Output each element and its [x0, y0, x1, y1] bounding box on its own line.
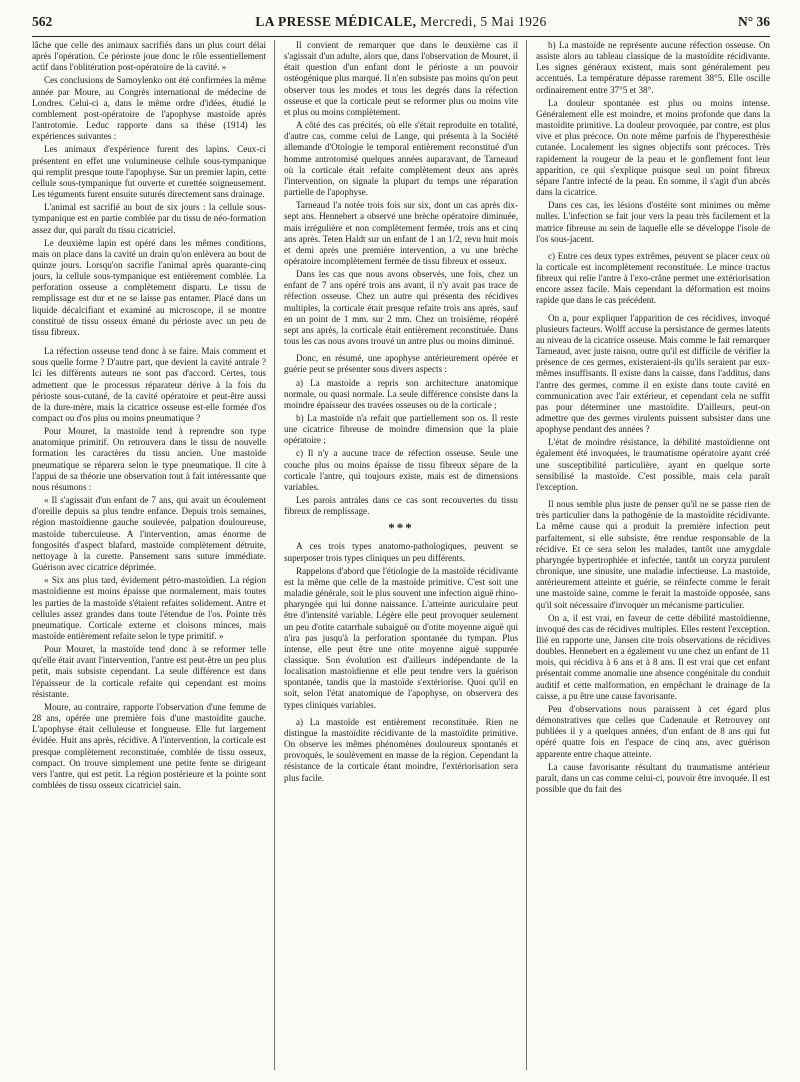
- paragraph: a) La mastoïde a repris son architecture anatomique normale, ou quasi normale. La seule différence consiste dans la moindre épaisseur des travées osseuses ou de la corticale ;: [284, 377, 518, 410]
- paragraph: On a, il est vrai, en faveur de cette débilité mastoïdienne, invoqué des cas de récidives multiples. Elles restent l'exception. Ilié en rapporte une, Jansen cite trois observations de récidives doubles. Hennebert en a également vu une chez un enfant de 11 mois, qui récidiva à 6 ans et à 8 ans. Il est vrai que cet enfant présentait comme anomalie une absence congénitale du conduit auditif et cette malformation, en empêchant le drainage de la caisse, a pu être une cause favorisante.: [536, 612, 770, 701]
- paragraph: Pour Mouret, la mastoïde tend à reprendre son type anatomique primitif. On retrouvera dans le tissu de nouvelle formation les caractères du tissu ancien. Une mastoïde pneumatique se réparera selon le type pneumatique. Il cite à l'appui de sa théorie une observation tout à fait intéressante que nous résumons :: [32, 426, 266, 492]
- paragraph: Le deuxième lapin est opéré dans les mêmes conditions, mais on place dans la cavité un drain qu'on enlèvera au bout de quinze jours. Lorsqu'on sacrifie l'animal après quarante-cinq jours, la cellule sous-tympanique est entièrement comblée. La perforation osseuse a complètement disparu. Le tissu de remplissage est dur et ne se laisse pas entamer. Placé dans un liquide décalcifiant et examiné au microscope, il se montre constitué de tissu osseux émané du périoste avec un peu de tissu fibreux.: [32, 237, 266, 337]
- paragraph: On a, pour expliquer l'apparition de ces récidives, invoqué plusieurs facteurs. Wolff accuse la persistance de germes latents au niveau de la cicatrice osseuse. Mais comme le fait remarquer Tarneaud, avec juste raison, outre qu'il est difficile de vérifier la présence de ces germes, existeraient-ils qu'ils seraient par eux-mêmes insuffisants. Il existe dans la caisse, dans l'additus, dans l'antre des germes, comme il en existe dans toute cavité en communication avec l'air extérieur, et cependant cela ne suffit pas pour déterminer une mastoïdite. D'ailleurs, peut-on admettre que des germes virulents puissent subsister dans une apophyse pendant des années ?: [536, 312, 770, 435]
- paragraph: Peu d'observations nous paraissent à cet égard plus démonstratives que celles que Cadenaule et Retrouvey ont publiées il y a quelques années, d'un enfant de 8 ans qui fut opéré quatre fois en l'espace de cinq ans, avec guérison apparente entre chaque atteinte.: [536, 703, 770, 759]
- issue-number: N° 36: [737, 14, 770, 29]
- paragraph: Dans ces cas, les lésions d'ostéite sont minimes ou même nulles. L'infection se fait jour vers la peau très facilement et la matrice fibreuse au sein de laquelle elle se développe l'isole de l'os sous-jacent.: [536, 200, 770, 244]
- paragraph: La cause favorisante résultant du traumatisme antérieur paraît, dans un cas comme celui-ci, pouvoir être invoquée. Il est possible que du fait des: [536, 761, 770, 794]
- header-title: [32, 14, 770, 30]
- paragraph: Les parois antrales dans ce cas sont recouvertes du tissu fibreux de remplissage.: [284, 495, 518, 517]
- paragraph: Ces conclusions de Samoylenko ont été confirmées la même année par Moure, au Congrès international de médecine de Londres. Celui-ci a, dans le même ordre d'idées, étudié le comblement post-opératoire de l'apophyse mastoïde après l'antrotomie. Leduc rapporte dans sa thèse (1914) les expériences suivantes :: [32, 75, 266, 142]
- page-number: 562: [32, 14, 53, 29]
- paragraph: Il nous semble plus juste de penser qu'il ne se passe rien de très particulier dans la pathogénie de la mastoïdite récidivante. La même cause qui a produit la première infection peut parfaitement, si elle subsiste, être rendue responsable de la récidive. Et ce sera selon les malades, tantôt une amygdale pharyngée hypertrophiée et infectée, tantôt un coryza purulent chronique, une sinusite, une maladie infectieuse. La mastoïde, antérieurement atteinte et guérie, se réinfecte comme le ferait une mastoïde saine, comme le ferait la mastoïde opposée, sans qu'il soit nécessaire d'invoquer un mécanisme particulier.: [536, 499, 770, 610]
- paragraph: La douleur spontanée est plus ou moins intense. Généralement elle est moindre, et moins profonde que dans la mastoïdite primitive. La douleur provoquée, par contre, est plus vive et plus précoce. On note même parfois de l'hyperesthésie cutanée. Localement les signes objectifs sont précoces. Très rapidement la rougeur de la peau et le gonflement font leur apparition, ce qui s'explique puisque seul un point fibreux sépare l'antre infecté de la peau. En somme, il s'agit d'un abcès dans la cicatrice.: [536, 97, 770, 198]
- paragraph: Rappelons d'abord que l'étiologie de la mastoïde récidivante est la même que celle de la mastoïde primitive. C'est soit une maladie générale, soit le plus souvent une infection aiguë rhino-pharyngée qui lui donne naissance. L'atteinte auriculaire peut être d'intensité variable. Légère elle peut provoquer seulement un peu d'otite catarrhale subaiguë ou d'otite moyenne aiguë qui n'ira pas jusqu'à la perforation spontanée du tympan. Plus intense, elle peut être une otite moyenne aiguë suppurée classique. Son évolution est d'ailleurs indépendante de la localisation mastoïdienne et elle peut tendre vers la guérison spontanée, tandis que la mastoïde s'extériorise. Quoi qu'il en soit, selon l'état anatomique de l'apophyse, on observera des types cliniques variables.: [284, 565, 518, 710]
- paragraph: c) Entre ces deux types extrêmes, peuvent se placer ceux où la corticale est incomplètement reconstituée. Le mince tractus fibreux qui relie l'antre à l'exo-crâne permet une extériorisation encore assez facile. Mais cependant la déformation est moins rapide que dans le cas précédent.: [536, 250, 770, 306]
- paragraph: Donc, en résumé, une apophyse antérieurement opérée et guérie peut se présenter sous divers aspects :: [284, 353, 518, 375]
- paragraph: « Six ans plus tard, évidement pétro-mastoïdien. La région mastoïdienne est moins épaisse que normalement, mais toutes les parties de la mastoïde s'étaient refaites solidement. Antre et cellules assez grandes dans toute l'étendue de l'os. Pointe très pneumatique. Corticale externe et cloisons minces, mais mastoïde entièrement refaite selon le type primitif. »: [32, 575, 266, 641]
- paragraph: « Il s'agissait d'un enfant de 7 ans, qui avait un écoulement d'oreille depuis sa plus tendre enfance. Depuis trois semaines, région mastoïdienne gauche soulevée, palpation douloureuse, mastoïde tuberculeuse. A l'intervention, amas énorme de fongosités d'aspect blafard, mastoïde complètement détruite, nettoyage à la curette. Pansement sans suture immédiate. Guérison avec cicatrice déprimée.: [32, 495, 266, 573]
- paragraph: c) Il n'y a aucune trace de réfection osseuse. Seule une couche plus ou moins épaisse de tissu fibreux sépare de la corticale l'antre, qui toujours existe, mais est de dimensions variables.: [284, 448, 518, 492]
- issue-date: Mercredi, 5 Mai 1926: [420, 14, 547, 29]
- article-body: [32, 40, 770, 1072]
- paragraph: lâche que celle des animaux sacrifiés dans un plus court délai après l'opération. Ce périoste joue donc le rôle essentiellement actif dans l'oblitération post-opératoire de la cavité. »: [32, 40, 266, 73]
- column-2: [284, 40, 518, 1072]
- paragraph: A ces trois types anatomo-pathologiques, peuvent se superposer trois types cliniques un peu différents.: [284, 541, 518, 563]
- paragraph: b) La mastoïde ne représente aucune réfection osseuse. On assiste alors au tableau classique de la mastoïdite récidivante. Les signes généraux existent, mais sont généralement peu accentués. La température dépasse rarement 38°5. Elle oscille ordinairement entre 37°5 et 38°.: [536, 40, 770, 95]
- column-1: [32, 40, 266, 1072]
- paragraph: L'état de moindre résistance, la débilité mastoïdienne ont également été invoquées, le traumatisme opératoire ayant créé une susceptibilité particulière, ayant en quelque sorte sensibilisé la mastoïde. C'est possible, mais cela paraît l'exception.: [536, 437, 770, 492]
- paragraph: a) La mastoïde est entièrement reconstituée. Rien ne distingue la mastoïdite récidivante de la mastoïdite primitive. On observe les mêmes phénomènes douloureux spontanés et provoqués, le soulèvement en masse de la région. Cependant la résistance de la corticale étant moindre, l'extériorisation sera plus facile.: [284, 716, 518, 783]
- paragraph: Moure, au contraire, rapporte l'observation d'une femme de 28 ans, opérée une première fois d'une mastoïdite gauche. L'apophyse était celluleuse et fongueuse. Elle fut largement évidée. Huit ans après, récidive. A l'intervention, la corticale est presque complètement reconstituée, comblée de tissu osseux, compact. On trouve simplement une petite fente se dirigeant vers l'antre, qui est petit. La région postérieure et la pointe sont comblées de tissu osseux cicatriciel sain.: [32, 701, 266, 790]
- section-separator: ***: [388, 520, 414, 536]
- journal-title: LA PRESSE MÉDICALE,: [255, 14, 417, 29]
- paragraph: A côté des cas précités, où elle s'était reproduite en totalité, d'autre cas, comme celui de Lange, qui présenta à la Société allemande d'Otologie le temporal entièrement reconstitué d'un homme antrotomisé quelques années auparavant, de Tarneaud où la corticale était refaite complètement deux ans après l'intervention, on signale la plupart du temps une réparation partielle de l'apophyse.: [284, 120, 518, 198]
- page-header: [32, 10, 770, 37]
- paragraph: Dans les cas que nous avons observés, une fois, chez un enfant de 7 ans opéré trois ans avant, il n'y avait pas trace de réfection osseuse. Chez un autre qui présenta des récidives multiples, la corticale était presque refaite trois ans après, sauf en un point de 1 mm. sur 2 mm. Chez un troisième, réopéré sept ans après, la corticale était entièrement reconstituée. Dans tous les cas nous avons trouvé un antre plus ou moins diminué.: [284, 269, 518, 347]
- paragraph: Les animaux d'expérience furent des lapins. Ceux-ci présentent en effet une volumineuse cellule sous-tympanique qui remplit presque toute l'apophyse. Sur un premier lapin, cette cellule sous-tympanique fut ouverte et curettée soigneusement. Les téguments furent ensuite suturés directement sans drainage.: [32, 144, 266, 200]
- paragraph: L'animal est sacrifié au bout de six jours : la cellule sous-tympanique est en partie comblée par du tissu de néo-formation assez dur, qui paraît du tissu cicatriciel.: [32, 202, 266, 235]
- paragraph: Pour Mouret, la mastoïde tend donc à se reformer telle qu'elle était avant l'intervention, l'antre est peut-être un peu plus petit, mais subsiste cependant. La seule différence est dans l'épaisseur de la corticale refaite qui cependant est moins résistante.: [32, 644, 266, 699]
- paragraph: Tarneaud l'a notée trois fois sur six, dont un cas après dix-sept ans. Hennebert a observé une brèche opératoire diminuée, mais irrégulière et non complètement fermée, trois ans et cinq ans après. Teten Haldt sur un enfant de 1 an 1/2, revu huit mois et demi après une première intervention, a vu une brèche opératoire incomplètement fermée de tissu fibreux et osseux.: [284, 200, 518, 266]
- paragraph: La réfection osseuse tend donc à se faire. Mais comment et sous quelle forme ? D'autre part, que devient la cavité antrale ? Ici les différents auteurs ne sont pas d'accord. Certes, tous admettent que le processus réparateur dérive à la fois du périoste sous-cutané, de la cavité opératoire et peut-être aussi de la dure-mère, mais la cicatrice osseuse est-elle formée d'os compact ou d'os plus ou moins pneumatique ?: [32, 346, 266, 423]
- paragraph: b) La mastoïde n'a refait que partiellement son os. Il reste une cicatrice fibreuse de moindre dimension que la plaie opératoire ;: [284, 413, 518, 446]
- column-3: [536, 40, 770, 1072]
- paragraph: Il convient de remarquer que dans le deuxième cas il s'agissait d'un adulte, alors que, dans l'observation de Mouret, il était question d'un enfant dont le périoste a un pouvoir ostéogénique plus marqué. Il n'en subsiste pas moins qu'on peut observer tous les modes et tous les degrés dans la réfection osseuse et que la corticale peut se reformer plus ou moins vite et plus ou moins complètement.: [284, 40, 518, 117]
